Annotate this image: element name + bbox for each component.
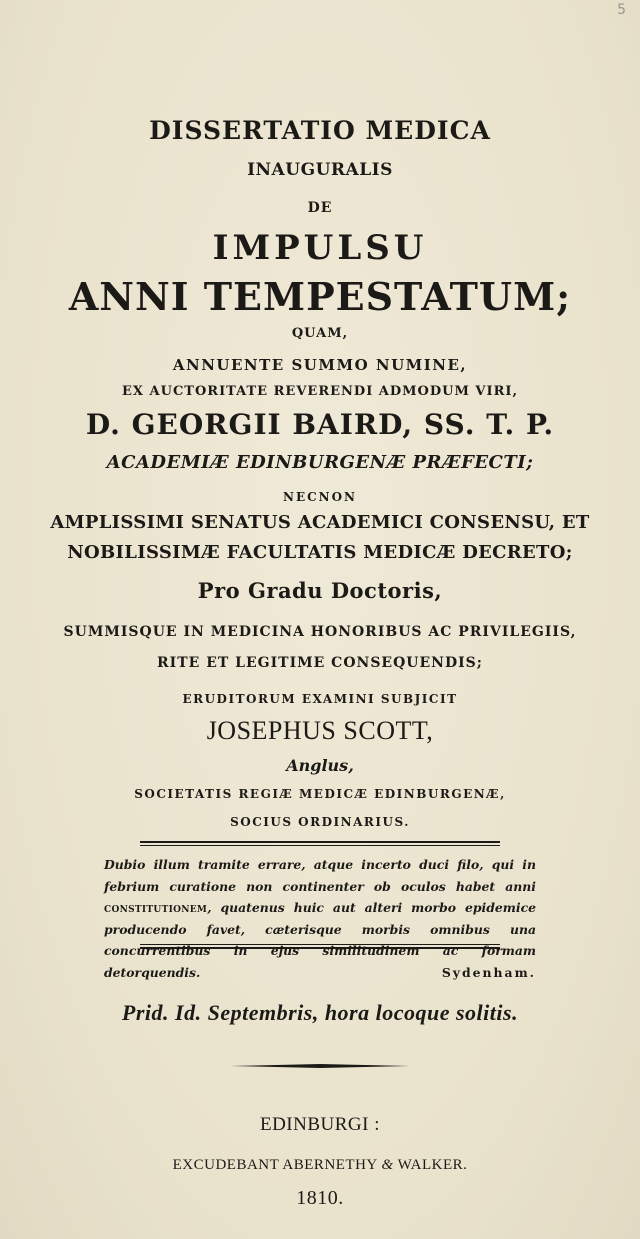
page-corner-mark: 5 <box>617 2 626 18</box>
rule-bottom-thick <box>140 947 500 949</box>
text-eruditorum: ERUDITORUM EXAMINI SUBJICIT <box>182 692 458 706</box>
imprint-year: 1810. <box>296 1187 344 1209</box>
text-nobilissimae: NOBILISSIMÆ FACULTATIS MEDICÆ DECRETO; <box>67 542 573 563</box>
text-pro-gradu-doctoris: Pro Gradu Doctoris, <box>197 578 443 603</box>
ornamental-rule <box>230 1064 410 1067</box>
text-rite: RITE ET LEGITIME CONSEQUENDIS; <box>157 655 483 671</box>
text-ex-auctoritate: EX AUCTORITATE REVERENDI ADMODUM VIRI, <box>122 384 518 399</box>
text-anglus: Anglus, <box>286 756 354 775</box>
imprint-printer-post: WALKER. <box>397 1157 468 1173</box>
text-annuente: ANNUENTE SUMMO NUMINE, <box>172 356 468 374</box>
title-de: DE <box>307 200 333 216</box>
text-socius: SOCIUS ORDINARIUS. <box>230 815 410 829</box>
text-quam: QUAM, <box>291 326 349 341</box>
text-amplissimi: AMPLISSIMI SENATUS ACADEMICI CONSENSU, ET <box>50 512 590 533</box>
rule-bottom-thin <box>140 944 500 945</box>
title-inauguralis: INAUGURALIS <box>247 160 393 180</box>
quote-text-part2: , quatenus huic aut alteri morbo epidemice producendo favet, cæterisque morbis omnibus una concurrentibus in ejus similitudinem ac formam detorquendis. <box>104 900 536 980</box>
text-societatis: SOCIETATIS REGIÆ MEDICÆ EDINBURGENÆ, <box>134 787 506 801</box>
text-date-line: Prid. Id. Septembris, hora locoque solitis. <box>121 1000 519 1025</box>
title-anni-tempestatum: ANNI TEMPESTATUM; <box>68 274 572 319</box>
imprint-printer-pre: EXCUDEBANT ABERNETHY <box>172 1157 378 1173</box>
text-academiae: ACADEMIÆ EDINBURGENÆ PRÆFECTI; <box>106 452 534 473</box>
rule-top-thick <box>140 841 500 843</box>
title-dissertatio-medica: DISSERTATIO MEDICA <box>149 116 491 145</box>
quote-text-part1: Dubio illum tramite errare, atque incerto duci filo, qui in febrium curatione non continenter ob oculos habet anni <box>104 857 536 894</box>
imprint-ampersand: & <box>381 1157 394 1173</box>
imprint-city: EDINBURGI : <box>259 1114 381 1135</box>
rule-top-thin <box>140 845 500 846</box>
epigraph-quote <box>104 854 536 983</box>
quote-attribution: Sydenham. <box>441 964 536 980</box>
text-necnon: NECNON <box>282 490 358 504</box>
title-impulsu: IMPULSU <box>212 228 428 268</box>
quote-smallcaps: constitutionem <box>104 900 208 915</box>
imprint-printers <box>0 1157 640 1174</box>
text-author-name: JOSEPHUS SCOTT, <box>206 716 434 745</box>
text-summisque: SUMMISQUE IN MEDICINA HONORIBUS AC PRIVILEGIIS, <box>63 624 577 640</box>
text-principal-name: D. GEORGII BAIRD, SS. T. P. <box>85 408 555 441</box>
